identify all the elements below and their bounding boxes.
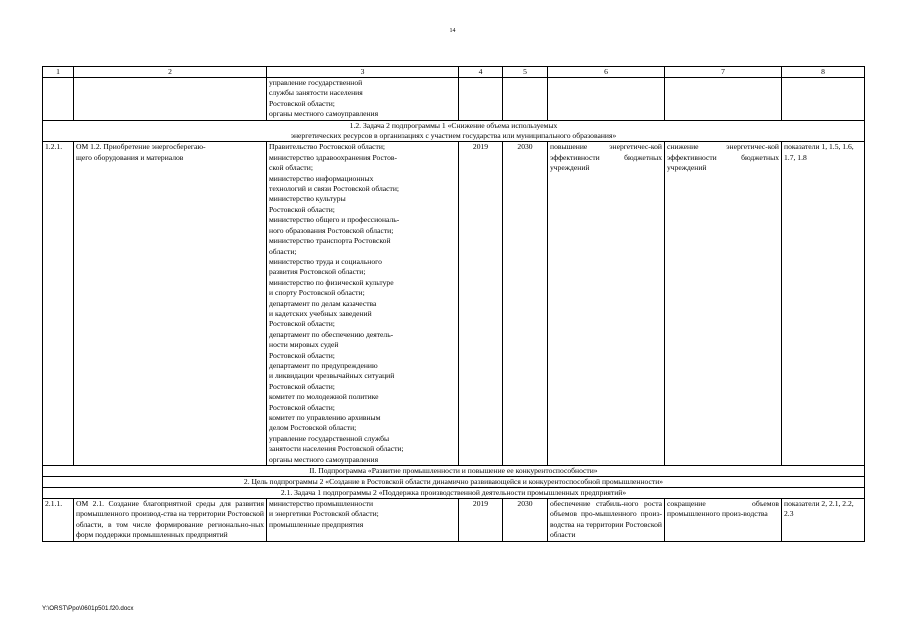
goal-heading-row <box>43 477 865 488</box>
column-number: 3 <box>267 67 459 78</box>
measure-name: ОМ 1.2. Приобретение энергосберегаю- щего оборудования и материалов <box>74 142 267 466</box>
column-number: 7 <box>665 67 782 78</box>
task-heading-row <box>43 120 865 142</box>
measure-name: ОМ 2.1. Создание благоприятной среды для развития промышленного производ-ства на территории Ростовской области, в том числе формирование регионально-ных форм поддержки промышленных предприятий <box>74 499 267 542</box>
expected-result: обеспечение стабиль-ного роста объемов про-мышленного произ-водства на территории Ростовской области <box>548 499 665 542</box>
page-number: 14 <box>449 28 456 34</box>
indicators-link: показатели 2, 2.1, 2.2, 2.3 <box>782 499 865 542</box>
column-number: 5 <box>503 67 548 78</box>
column-number: 8 <box>782 67 865 78</box>
file-path-footer: Y:\ORST\Ppo\0601p501.f20.docx <box>42 605 134 612</box>
non-implementation-consequence: снижение энергетичес-кой эффективности бюджетных учреждений <box>665 142 782 466</box>
table-row <box>43 499 865 542</box>
task-heading-row <box>43 488 865 499</box>
continuation-row <box>43 78 865 121</box>
indicators-link: показатели 1, 1.5, 1.6, 1.7, 1.8 <box>782 142 865 466</box>
column-number: 4 <box>459 67 503 78</box>
end-year: 2030 <box>503 142 548 466</box>
row-number: 1.2.1. <box>43 142 74 466</box>
column-number: 2 <box>74 67 267 78</box>
executors-cell: управление государственной службы занятости населения Ростовской области; органы местного самоуправления <box>267 78 459 121</box>
row-number: 2.1.1. <box>43 499 74 542</box>
task-heading: 2.1. Задача 1 подпрограммы 2 «Поддержка производственной деятельности промышленных предприятий» <box>43 488 865 499</box>
task-heading: 1.2. Задача 2 подпрограммы 1 «Снижение объема используемых энергетических ресурсов в организациях с участием государства или муниципального образования» <box>43 120 865 142</box>
section-heading: II. Подпрограмма «Развитие промышленности и повышение ее конкурентоспособности» <box>43 466 865 477</box>
column-number-row <box>43 67 865 78</box>
section-heading-row <box>43 466 865 477</box>
table-row <box>43 142 865 466</box>
executors-cell: министерство промышленности и энергетики Ростовской области; промышленные предприятия <box>267 499 459 542</box>
non-implementation-consequence: сокращение объемов промышленного произ-водства <box>665 499 782 542</box>
column-number: 6 <box>548 67 665 78</box>
program-table <box>42 66 865 542</box>
column-number: 1 <box>43 67 74 78</box>
expected-result: повышение энергетичес-кой эффективности бюджетных учреждений <box>548 142 665 466</box>
start-year: 2019 <box>459 499 503 542</box>
end-year: 2030 <box>503 499 548 542</box>
goal-heading: 2. Цель подпрограммы 2 «Создание в Ростовской области динамично развивающейся и конкурентоспособной промышленности» <box>43 477 865 488</box>
executors-cell: Правительство Ростовской области; министерство здравоохранения Ростов- ской области; министерство информационных технологий и связи Ростовской области; министерство культуры Ростовской области; министерство общего и профессиональ- ного образования Ростовской области; министерство транспорта Ростовской области; министерство труда и социального развития Ростовской области; министерство по физической культуре и спорту Ростовской области; департамент по делам казачества и кадетских учебных заведений Ростовской области; департамент по обеспечению деятель- ности мировых судей Ростовской области; департамент по предупреждению и ликвидации чрезвычайных ситуаций Ростовской области; комитет по молодежной политике Ростовской области; комитет по управлению архивным делом Ростовской области; управление государственной службы занятости населения Ростовской области; органы местного самоуправления <box>267 142 459 466</box>
start-year: 2019 <box>459 142 503 466</box>
